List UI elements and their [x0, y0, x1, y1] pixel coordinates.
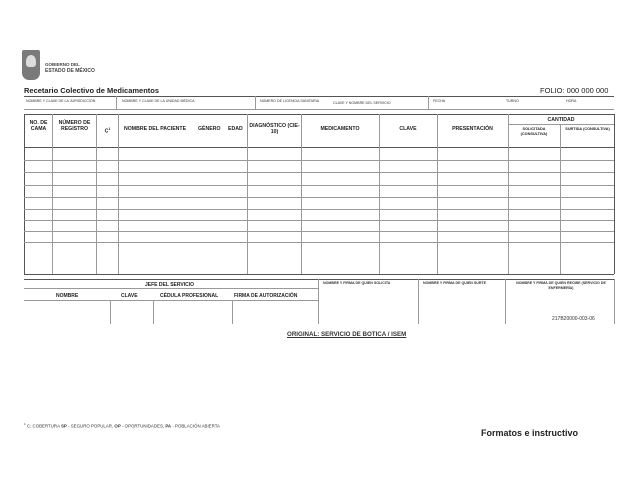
header-genero: GÉNERO: [198, 126, 221, 132]
footnote-marker: 1: [24, 422, 26, 426]
field-hora: HORA: [566, 99, 577, 103]
info-row-top-line: [24, 96, 614, 97]
table-row-line: [24, 185, 614, 186]
firma-autorizacion-label: FIRMA DE AUTORIZACIÓN: [234, 293, 298, 299]
col-divider-surtida: [560, 124, 561, 274]
cantidad-subheader-line: [508, 124, 614, 125]
table-top-line: [24, 114, 614, 115]
footnote-text-a: C: COBERTURA: [26, 423, 61, 429]
footer-sub-divider-2: [153, 300, 154, 324]
footnote-sp-code: SP: [60, 423, 67, 429]
table-row-line: [24, 231, 614, 232]
clave-label: CLAVE: [121, 293, 138, 299]
table-bottom-line: [24, 274, 614, 275]
logo-text-line2: ESTADO DE MÉXICO: [45, 68, 95, 74]
footnote-pa-code: PA: [165, 423, 172, 429]
nombre-label: NOMBRE: [56, 293, 79, 299]
document-code: 217B20000-003-06: [552, 316, 595, 322]
field-servicio: CLAVE Y NOMBRE DEL SERVICIO: [333, 101, 391, 105]
sig-surte-label: NOMBRE Y FIRMA DE QUIEN SURTE: [423, 281, 487, 285]
header-c-sup: 1: [108, 127, 111, 131]
header-cantidad: CANTIDAD: [547, 117, 575, 123]
footnote-sp-text: - SEGURO POPULAR,: [66, 423, 115, 429]
sig-recibe-label: NOMBRE Y FIRMA DE QUIEN RECIBE (SERVICIO DE ENFERMERÍA): [516, 281, 606, 290]
table-row-line: [24, 197, 614, 198]
header-clave: CLAVE: [399, 126, 417, 132]
col-divider-paciente: [118, 114, 119, 274]
header-presentacion: PRESENTACIÓN: [452, 126, 493, 132]
table-row-line: [24, 220, 614, 221]
table-row-line: [24, 242, 614, 243]
footnote-op-text: - OPORTUNIDADES,: [120, 423, 166, 429]
col-divider-clave: [379, 114, 380, 274]
table-left-border: [24, 114, 25, 274]
table-row-line: [24, 209, 614, 210]
info-divider-3: [428, 96, 429, 109]
header-c-text: C: [104, 128, 109, 135]
original-destination: ORIGINAL: SERVICIO DE BOTICA / ISEM: [287, 331, 407, 338]
table-header-bottom-line: [24, 147, 614, 148]
header-edad: EDAD: [228, 126, 243, 132]
info-row-bottom-line: [24, 109, 614, 110]
footer-jefe-underline: [24, 288, 318, 289]
footer-divider-2: [418, 279, 419, 324]
table-right-border: [614, 114, 615, 274]
field-unidad-medica: NOMBRE Y CLAVE DE LA UNIDAD MÉDICA: [122, 99, 195, 103]
footer-divider-1: [318, 279, 319, 324]
field-turno: TURNO: [506, 99, 519, 103]
col-divider-c: [96, 114, 97, 274]
header-paciente: NOMBRE DEL PACIENTE: [124, 126, 187, 132]
footer-divider-3: [505, 279, 506, 324]
field-jurisdiccion: NOMBRE Y CLAVE DE LA JURISDICCIÓN: [26, 99, 96, 103]
form-title: Recetario Colectivo de Medicamentos: [24, 86, 160, 95]
col-divider-presentacion: [437, 114, 438, 274]
logo-text-line1: GOBIERNO DEL: [45, 62, 80, 67]
jefe-servicio-label: JEFE DEL SERVICIO: [145, 282, 194, 288]
footnote-op-code: OP: [114, 423, 121, 429]
state-seal-icon: [22, 50, 40, 80]
field-licencia-sanitaria: NÚMERO DE LICENCIA SANITARIA: [260, 99, 320, 103]
header-c: [97, 126, 118, 135]
footer-sub-divider-1: [110, 300, 111, 324]
col-divider-diagnostico: [247, 114, 248, 274]
header-surtida: SURTIDA (CONSULTIVA): [565, 127, 610, 131]
header-solicitada: SOLICITADA (CONSULTIVA): [520, 127, 548, 136]
cedula-label: CÉDULA PROFESIONAL: [160, 293, 219, 299]
info-divider-2: [255, 96, 256, 109]
folio-number: FOLIO: 000 000 000: [540, 86, 609, 95]
field-fecha: FECHA: [433, 99, 446, 103]
formats-label: Formatos e instructivo: [481, 428, 579, 438]
footer-sub-divider-3: [232, 300, 233, 324]
government-logo: [22, 50, 112, 84]
sig-solicita-label: NOMBRE Y FIRMA DE QUIEN SOLICITA: [323, 281, 391, 285]
col-divider-medicamento: [301, 114, 302, 274]
coverage-footnote: [24, 422, 220, 428]
footer-top-line: [24, 279, 614, 280]
table-row-line: [24, 172, 614, 173]
footnote-pa-text: - POBLACIÓN ABIERTA: [171, 423, 220, 429]
footer-labels-line: [24, 300, 318, 301]
col-divider-cantidad: [508, 114, 509, 274]
header-cama: NO. DE CAMA: [29, 120, 48, 132]
col-divider-registro: [52, 114, 53, 274]
footer-right-border: [614, 279, 615, 324]
header-diagnostico: DIAGNÓSTICO (CIE-10): [249, 123, 300, 135]
info-divider-1: [116, 96, 117, 109]
table-row-line: [24, 160, 614, 161]
header-registro: NÚMERO DE REGISTRO: [58, 120, 91, 132]
header-medicamento: MEDICAMENTO: [320, 126, 360, 132]
